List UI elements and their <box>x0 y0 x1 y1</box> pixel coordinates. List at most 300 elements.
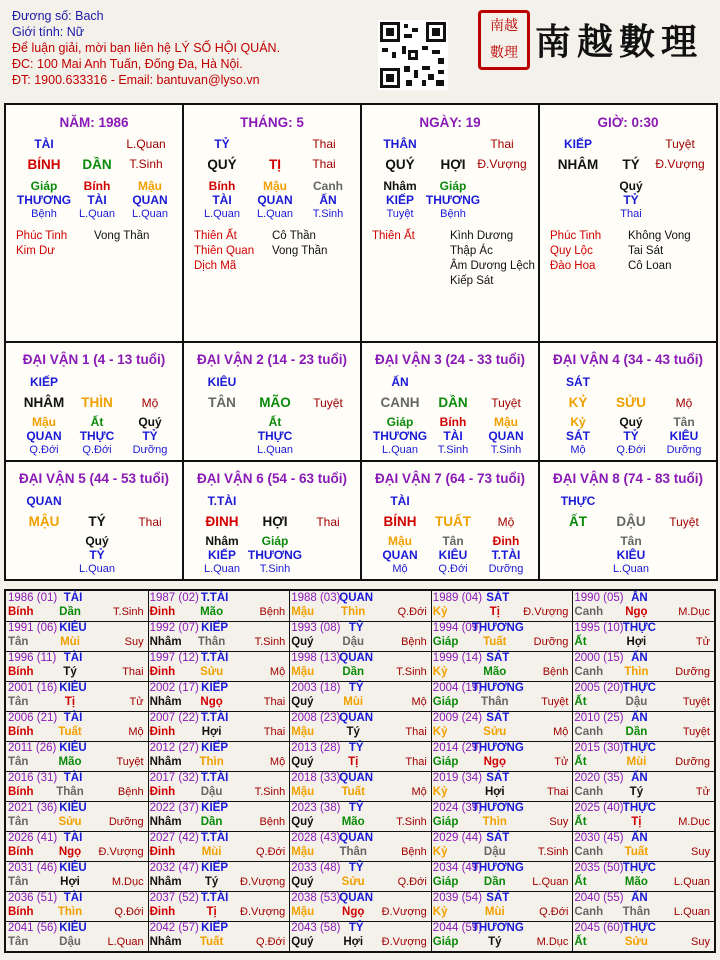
year-phase: Bệnh <box>259 606 286 618</box>
year-ten-god: THỰC <box>622 622 656 634</box>
luck-hidden-stem: Mậu <box>388 534 412 548</box>
year-stem: Tân <box>8 876 29 888</box>
year-branch: Mão <box>483 666 507 678</box>
year-cell <box>148 831 291 862</box>
year-label: 2027 (42) <box>149 832 199 844</box>
year-ten-god: QUAN <box>339 592 374 604</box>
year-branch: Dần <box>625 726 648 738</box>
year-stem: Mậu <box>291 906 315 918</box>
year-ten-god: TỶ <box>348 862 364 874</box>
luck-hidden-star: T.Sinh <box>490 444 522 456</box>
year-stem: Đinh <box>149 666 176 678</box>
year-branch: Ngọ <box>483 756 506 768</box>
year-ten-god: TÀI <box>63 652 83 664</box>
luck-hidden-god: TỶ <box>89 548 105 562</box>
year-branch: Mùi <box>343 696 364 708</box>
luck-ten-god: T.TÀI <box>207 494 237 508</box>
year-cell <box>431 711 574 742</box>
pillar-stem: BÍNH <box>27 157 61 172</box>
pillar-title: NGÀY: 19 <box>419 115 481 130</box>
year-phase: Đ.Vượng <box>523 606 569 618</box>
year-label: 2007 (22) <box>149 712 199 724</box>
year-label: 2004 (19) <box>432 682 483 694</box>
year-phase: L.Quan <box>673 906 710 918</box>
hidden-god: THƯƠNG <box>16 193 72 207</box>
year-ten-god: KIẾP <box>201 682 229 694</box>
year-ten-god: TÀI <box>63 592 83 604</box>
luck-pillar-box <box>360 341 540 462</box>
year-cell <box>289 711 432 742</box>
year-phase: Tử <box>695 786 710 798</box>
year-branch: Dần <box>59 606 81 618</box>
luck-pillar-box <box>4 460 184 581</box>
year-cell <box>572 591 715 622</box>
year-label: 2023 (38) <box>291 802 341 814</box>
hidden-star: L.Quan <box>203 208 241 220</box>
year-branch: Ngọ <box>625 606 648 618</box>
year-ten-god: THƯƠNG <box>471 742 524 754</box>
year-stem: Quý <box>291 636 314 648</box>
year-stem: Ất <box>574 876 587 888</box>
year-ten-god: TÀI <box>63 712 83 724</box>
year-ten-god: KIẾP <box>201 742 229 754</box>
year-phase: Suy <box>691 936 710 948</box>
year-ten-god: QUAN <box>339 892 374 904</box>
year-branch: Tý <box>63 666 77 678</box>
pillar-star: Tuyệt <box>665 137 695 151</box>
year-phase: Thai <box>263 696 286 708</box>
hidden-stem: Mậu <box>138 179 162 193</box>
year-branch: Thìn <box>341 606 366 618</box>
year-label: 2014 (29) <box>432 742 483 754</box>
hidden-god: KIẾP <box>385 193 415 207</box>
year-ten-god: THƯƠNG <box>471 622 524 634</box>
luck-hidden-stem: Nhâm <box>205 534 239 548</box>
year-ten-god: T.TÀI <box>200 832 229 844</box>
luck-hidden-stem: Mậu <box>494 415 518 429</box>
year-cell <box>431 921 574 952</box>
luck-pillar-box <box>538 341 718 462</box>
year-stem: Bính <box>8 666 34 678</box>
hidden-god: THƯƠNG <box>425 193 481 207</box>
year-ten-god: ẤN <box>631 592 648 604</box>
luck-branch: SỬU <box>616 395 646 410</box>
pillar-branch: TỊ <box>269 157 281 172</box>
year-branch: Hợi <box>484 786 505 798</box>
luck-branch: MÃO <box>259 395 291 410</box>
year-cell <box>6 831 149 862</box>
year-cell <box>6 801 149 832</box>
year-branch: Tuất <box>483 636 507 648</box>
luck-hidden-stem: Tân <box>673 415 695 429</box>
year-phase: Đ.Vượng <box>381 906 427 918</box>
year-branch: Hợi <box>343 936 364 948</box>
year-cell <box>148 711 291 742</box>
year-ten-god: SÁT <box>486 592 510 604</box>
year-phase: Bệnh <box>401 636 427 648</box>
year-cell <box>289 651 432 682</box>
year-branch: Thìn <box>57 906 83 918</box>
year-label: 2039 (54) <box>432 892 483 904</box>
year-label: 2011 (26) <box>8 742 57 754</box>
hidden-star: Bệnh <box>440 208 466 220</box>
luck-ten-god: QUAN <box>26 494 62 508</box>
shen-sha-left: Dịch Mã <box>194 260 237 272</box>
year-branch: Mùi <box>484 906 505 918</box>
year-stem: Mậu <box>291 666 315 678</box>
year-phase: Dưỡng <box>675 666 710 678</box>
year-phase: M.Dục <box>536 936 569 948</box>
year-label: 2028 (43) <box>291 832 341 844</box>
year-phase: Dưỡng <box>533 636 569 648</box>
year-ten-god: THỰC <box>622 682 656 694</box>
year-cell <box>6 711 149 742</box>
year-cell <box>148 681 291 712</box>
pillar-title: THÁNG: 5 <box>240 115 304 130</box>
year-label: 2020 (35) <box>574 772 624 784</box>
year-label: 2040 (55) <box>574 892 624 904</box>
luck-hidden-god: QUAN <box>382 548 418 562</box>
luck-hidden-star: Dưỡng <box>132 444 168 456</box>
year-label: 1989 (04) <box>432 592 483 604</box>
year-cell <box>148 591 291 622</box>
year-ten-god: THỰC <box>622 742 656 754</box>
year-stem: Nhâm <box>149 936 182 948</box>
luck-hidden-stem: Tân <box>442 534 464 548</box>
year-cell <box>572 711 715 742</box>
year-ten-god: THƯƠNG <box>471 802 524 814</box>
year-label: 2003 (18) <box>291 682 341 694</box>
year-label: 2038 (53) <box>291 892 341 904</box>
year-cell <box>572 621 715 652</box>
luck-hidden-stem: Quý <box>85 534 109 548</box>
year-branch: Dậu <box>342 636 365 648</box>
luck-hidden-god: KIÊU <box>669 429 699 443</box>
year-ten-god: TỶ <box>348 802 364 814</box>
year-label: 1986 (01) <box>8 592 58 604</box>
year-stem: Giáp <box>432 636 459 648</box>
pillar-ten-god: KIẾP <box>563 137 593 151</box>
year-branch: Tị <box>348 756 359 768</box>
year-cell <box>289 741 432 772</box>
luck-ten-god: TÀI <box>390 494 410 508</box>
year-stem: Bính <box>8 726 34 738</box>
year-cell <box>148 801 291 832</box>
luck-phase: Thai <box>138 515 162 529</box>
year-phase: L.Quan <box>532 876 569 888</box>
year-cell <box>431 831 574 862</box>
year-ten-god: KIÊU <box>59 862 87 874</box>
shen-sha-right: Tai Sát <box>628 245 664 257</box>
year-stem: Bính <box>8 906 34 918</box>
luck-title: ĐẠI VẬN 1 (4 - 13 tuổi) <box>22 352 166 367</box>
luck-stem: TÂN <box>208 395 236 410</box>
luck-phase: Mộ <box>675 396 693 410</box>
year-ten-god: T.TÀI <box>200 772 229 784</box>
year-stem: Tân <box>8 696 29 708</box>
year-ten-god: ẤN <box>631 892 648 904</box>
luck-branch: THÌN <box>81 395 113 410</box>
luck-hidden-star: Mộ <box>392 563 408 575</box>
hidden-star: Thai <box>620 208 642 220</box>
year-stem: Ất <box>574 756 587 768</box>
hidden-stem: Giáp <box>439 179 467 193</box>
luck-title: ĐẠI VẬN 5 (44 - 53 tuổi) <box>18 471 170 486</box>
hidden-god: TỶ <box>623 193 639 207</box>
luck-hidden-stem: Kỷ <box>570 415 586 429</box>
year-cell <box>431 741 574 772</box>
year-label: 2029 (44) <box>432 832 483 844</box>
year-label: 1992 (07) <box>149 622 199 634</box>
year-cell <box>431 771 574 802</box>
year-label: 2045 (60) <box>574 922 624 934</box>
year-stem: Tân <box>8 636 29 648</box>
hidden-stem: Mậu <box>263 179 287 193</box>
pillar-stem: NHÂM <box>557 157 599 172</box>
year-phase: Mộ <box>553 726 569 738</box>
year-phase: Đ.Vượng <box>98 846 144 858</box>
pillar-title: GIỜ: 0:30 <box>597 115 659 130</box>
year-cell <box>6 651 149 682</box>
hidden-star: T.Sinh <box>312 208 344 220</box>
year-stem: Canh <box>574 606 604 618</box>
year-label: 2016 (31) <box>8 772 58 784</box>
luck-phase: Tuyệt <box>669 515 699 529</box>
year-phase: Đ.Vượng <box>381 936 427 948</box>
luck-stem: KỶ <box>568 395 588 410</box>
year-stem: Kỷ <box>432 606 448 618</box>
year-stem: Nhâm <box>149 876 182 888</box>
year-phase: Dưỡng <box>675 756 710 768</box>
year-label: 2026 (41) <box>8 832 58 844</box>
year-phase: Suy <box>124 636 144 648</box>
year-cell <box>6 861 149 892</box>
contact-line: Để luận giải, mời bạn liên hệ LÝ SỐ HỘI QUÁN. <box>12 41 281 55</box>
year-branch: Mão <box>341 816 365 828</box>
year-phase: M.Dục <box>678 816 710 828</box>
year-stem: Mậu <box>291 846 315 858</box>
year-label: 2033 (48) <box>291 862 341 874</box>
year-phase: Mộ <box>269 756 286 768</box>
hidden-stem: Giáp <box>30 179 58 193</box>
year-cell <box>148 651 291 682</box>
year-cell <box>148 741 291 772</box>
year-cell <box>431 681 574 712</box>
year-label: 1987 (02) <box>149 592 199 604</box>
owner-gender: Giới tính: Nữ <box>12 25 85 39</box>
year-branch: Mùi <box>60 636 80 648</box>
luck-hidden-god: KIÊU <box>616 548 646 562</box>
year-ten-god: QUAN <box>339 832 374 844</box>
year-phase: Thai <box>405 756 427 768</box>
hidden-star: L.Quan <box>131 208 169 220</box>
year-label: 1999 (14) <box>432 652 483 664</box>
year-stem: Canh <box>574 726 604 738</box>
luck-hidden-star: Q.Đới <box>616 444 646 456</box>
year-branch: Tị <box>206 906 217 918</box>
year-cell <box>6 771 149 802</box>
year-cell <box>148 621 291 652</box>
year-ten-god: TÀI <box>63 772 83 784</box>
year-branch: Tuất <box>341 786 365 798</box>
year-branch: Mão <box>58 756 82 768</box>
year-label: 1998 (13) <box>291 652 341 664</box>
luck-hidden-stem: Tân <box>620 534 642 548</box>
luck-hidden-stem: Mậu <box>32 415 56 429</box>
luck-hidden-god: THỰC <box>79 429 115 443</box>
year-cell <box>572 771 715 802</box>
year-branch: Tuất <box>624 846 649 858</box>
pillar-box <box>360 103 540 343</box>
year-stem: Giáp <box>432 756 459 768</box>
year-cell <box>148 921 291 952</box>
luck-title: ĐẠI VẬN 3 (24 - 33 tuổi) <box>374 352 526 367</box>
luck-hidden-god: KIẾP <box>207 548 237 562</box>
pillar-ten-god: TÀI <box>34 137 54 151</box>
year-phase: Mộ <box>269 666 286 678</box>
hidden-stem: Bính <box>208 179 236 193</box>
shen-sha-right: Âm Dương Lệch <box>450 260 535 272</box>
year-phase: Tuyệt <box>682 726 710 738</box>
year-phase: T.Sinh <box>113 606 144 618</box>
year-phase: M.Dục <box>111 876 144 888</box>
year-label: 1988 (03) <box>291 592 341 604</box>
year-phase: T.Sinh <box>396 816 427 828</box>
year-stem: Bính <box>8 786 34 798</box>
luck-stem: ẤT <box>569 514 587 529</box>
year-branch: Tị <box>489 606 500 618</box>
year-phase: Q.Đới <box>255 846 286 858</box>
luck-stem: BÍNH <box>383 514 417 529</box>
luck-hidden-star: T.Sinh <box>437 444 469 456</box>
year-ten-god: ẤN <box>631 772 648 784</box>
year-phase: Bệnh <box>117 786 144 798</box>
year-branch: Hợi <box>60 876 80 888</box>
year-ten-god: ẤN <box>631 652 648 664</box>
annual-luck-table <box>4 589 716 953</box>
shen-sha-right: Thập Ác <box>450 245 493 257</box>
hidden-stem: Bính <box>83 179 111 193</box>
year-branch: Ngọ <box>200 696 223 708</box>
year-branch: Mùi <box>201 846 222 858</box>
year-cell <box>572 891 715 922</box>
year-label: 2031 (46) <box>8 862 58 874</box>
year-stem: Đinh <box>149 606 176 618</box>
year-ten-god: KIÊU <box>59 622 87 634</box>
year-stem: Mậu <box>291 786 315 798</box>
year-branch: Dần <box>342 666 365 678</box>
year-label: 2044 (59) <box>432 922 483 934</box>
luck-phase: Mộ <box>141 396 159 410</box>
luck-hidden-star: Q.Đới <box>82 444 112 456</box>
year-branch: Thìn <box>199 756 224 768</box>
year-branch: Thìn <box>482 816 507 828</box>
year-cell <box>6 891 149 922</box>
luck-hidden-star: T.Sinh <box>259 563 291 575</box>
year-cell <box>572 651 715 682</box>
year-ten-god: T.TÀI <box>200 892 229 904</box>
year-label: 2030 (45) <box>574 832 624 844</box>
year-cell <box>431 891 574 922</box>
year-branch: Thân <box>339 846 367 858</box>
year-stem: Canh <box>574 786 604 798</box>
luck-title: ĐẠI VẬN 6 (54 - 63 tuổi) <box>196 471 348 486</box>
year-cell <box>289 861 432 892</box>
year-branch: Hợi <box>201 726 222 738</box>
luck-phase: Tuyệt <box>313 396 343 410</box>
year-phase: T.Sinh <box>254 636 286 648</box>
year-branch: Ngọ <box>58 846 82 858</box>
year-ten-god: KIÊU <box>59 742 87 754</box>
year-cell <box>572 831 715 862</box>
year-branch: Tuất <box>199 936 224 948</box>
year-stem: Quý <box>291 816 314 828</box>
year-label: 2018 (33) <box>291 772 341 784</box>
luck-hidden-god: THƯƠNG <box>372 429 428 443</box>
year-label: 2015 (30) <box>574 742 624 754</box>
year-branch: Hợi <box>626 636 647 648</box>
year-branch: Dậu <box>59 936 81 948</box>
year-branch: Sửu <box>200 666 224 678</box>
shen-sha-right: Không Vong <box>628 230 691 242</box>
year-cell <box>289 801 432 832</box>
pillar-ten-god: THÂN <box>383 137 417 151</box>
hidden-god: TÀI <box>87 193 107 207</box>
year-branch: Sửu <box>341 876 365 888</box>
year-label: 2032 (47) <box>149 862 199 874</box>
year-phase: Q.Đới <box>114 906 144 918</box>
year-branch: Sửu <box>624 936 648 948</box>
pillar-branch: TÝ <box>622 157 640 172</box>
year-stem: Ất <box>574 696 587 708</box>
year-phase: Suy <box>549 816 569 828</box>
year-cell <box>289 681 432 712</box>
year-ten-god: TỶ <box>348 742 364 754</box>
year-label: 1993 (08) <box>291 622 341 634</box>
luck-hidden-god: KIÊU <box>438 548 468 562</box>
year-stem: Nhâm <box>149 756 182 768</box>
year-cell <box>6 921 149 952</box>
shen-sha-right: Vong Thần <box>272 245 328 257</box>
luck-pillar-box <box>182 341 362 462</box>
pillar-branch: HỢI <box>440 157 466 172</box>
hidden-god: QUAN <box>257 193 293 207</box>
year-stem: Quý <box>291 936 314 948</box>
year-stem: Đinh <box>149 786 176 798</box>
luck-ten-god: THỰC <box>560 494 596 508</box>
luck-hidden-star: Q.Đới <box>29 444 59 456</box>
year-stem: Tân <box>8 816 29 828</box>
pillar-box <box>182 103 362 343</box>
year-ten-god: THƯƠNG <box>471 922 524 934</box>
year-label: 2012 (27) <box>149 742 199 754</box>
year-ten-god: KIÊU <box>59 922 87 934</box>
year-cell <box>431 621 574 652</box>
year-label: 2013 (28) <box>291 742 341 754</box>
pillar-stem: QUÝ <box>385 157 415 172</box>
luck-hidden-stem: Bính <box>439 415 467 429</box>
year-phase: Tuyệt <box>682 696 710 708</box>
year-stem: Ất <box>574 636 587 648</box>
year-stem: Canh <box>574 846 604 858</box>
year-ten-god: SÁT <box>486 772 510 784</box>
year-stem: Giáp <box>432 696 459 708</box>
hidden-star: Bệnh <box>31 208 57 220</box>
luck-phase: Tuyệt <box>491 396 521 410</box>
year-label: 2001 (16) <box>8 682 58 694</box>
shen-sha-left: Quy Lộc <box>550 245 593 257</box>
luck-hidden-stem: Quý <box>138 415 162 429</box>
